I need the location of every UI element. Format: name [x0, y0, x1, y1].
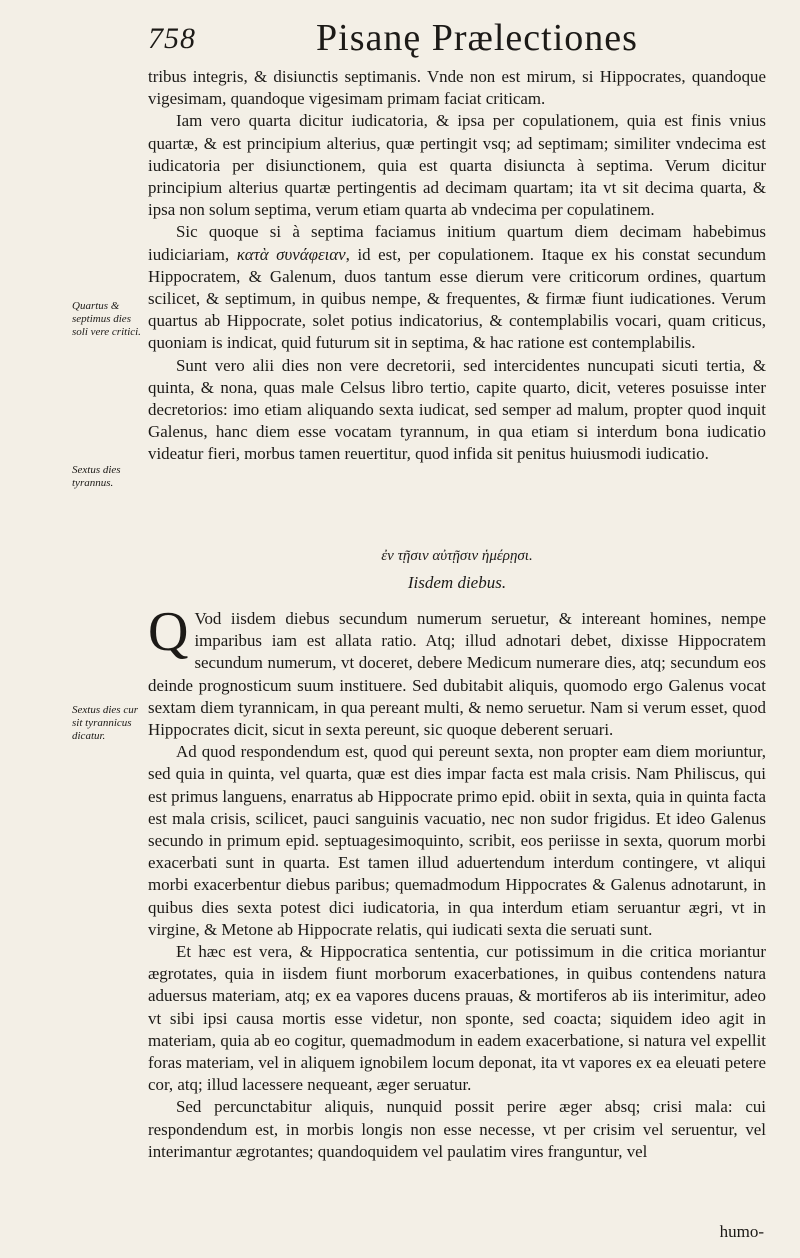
running-title: Pisanę Prælectiones: [316, 17, 638, 59]
paragraph: Sed percunctabitur aliquis, nunquid possit perire æger absq; crisi mala: cui respondendum est, in morbis longis non esse necesse, vt per crisim vel seruentur, vel interimantur ægrotantes; quandoquidem vel paulatim vires franguntur, vel: [148, 1097, 766, 1161]
margin-note: Sextus dies cur sit tyrannicus dicatur.: [72, 704, 138, 742]
paragraph: tribus integris, & disiunctis septimanis. Vnde non est mirum, si Hippocrates, quandoque vigesimam, quandoque vigesimam primam faciat criticam.: [148, 67, 766, 109]
paragraph-with-greek: [148, 221, 766, 354]
paragraph-with-dropcap: [148, 601, 766, 741]
paragraph-text: Sic quoque si à septima faciamus initium quartum diem decimam habebimus iudiciariam,: [148, 222, 766, 264]
paragraph: Et hæc est vera, & Hippocratica sententia, cur potissimum in die critica moriantur ægrotates, quia in iisdem fiunt morborum exacerbationes, in quibus contendens natura aduersus materiam, atq; ex ea vapores ducens prauas, & mortiferos ab iis interimitur, adeo vt sibi ipsi causa mortis esse videtur, non sponte, sed coacta; siquidem ideo agit in materiam, quia ab eo cogitur, quemadmodum in eadem exacerbatione, si natura vel expellit foras materiam, vel in aliquem ignobilem locum deponat, ita vt vapores ex ea eleuati petere cor, atq; illud lacessere nequeant, æger seruatur.: [148, 942, 766, 1095]
margin-note: Sextus dies tyrannus.: [72, 464, 121, 489]
text-section-2: [148, 601, 766, 1163]
paragraph-text: Vod iisdem diebus secundum numerum seruetur, & intereant homines, nempe imparibus iam est allata ratio. Atq; illud adnotari debet, dixisse Hippocratem secundum numerum, vt doceret, debere Medicum numerare dies, atq; secundum eos deinde prognosticum suum instituere. Sed dubitabit aliquis, quomodo ergo Galenus vocat sextam diem tyrannicam, in qua pereant multi, & nemo seruetur. Nam si verum esset, quod Hippocrates dicit, sicut in sexta pereunt, sic quoque deberent seruari.: [148, 609, 766, 740]
page-header: [148, 14, 760, 70]
section-heading-latin: Iisdem diebus.: [407, 573, 507, 592]
margin-note: Quartus & septimus dies soli vere critici.: [72, 300, 141, 338]
section-heading-greek: ἐν τῇσιν αὐτῇσιν ἡμέρῃσι.: [381, 548, 533, 564]
page-number: 758: [148, 22, 196, 55]
drop-cap: Q: [148, 601, 189, 663]
paragraph: Sunt vero alii dies non vere decretorii, sed intercidentes nuncupati sicuti tertia, & quinta, & nona, quas male Celsus libro tertio, capite quarto, dicit, veteres posuisse inter decretorios: imo etiam aliquando sexta iudicat, sed semper ad malum, propter quod inquit Galenus, hanc diem esse vocatam tyrannum, in qua etiam si interdum bona iudicatio videatur fieri, morbus tamen reuertitur, quod infida sit penitus huiusmodi iudicatio.: [148, 355, 766, 464]
catchword: humo-: [719, 1222, 764, 1241]
greek-phrase: κατὰ συνάφειαν: [236, 244, 346, 264]
paragraph: Ad quod respondendum est, quod qui pereunt sexta, non propter eam diem moriuntur, sed quia in quinta, vel quarta, quæ est dies impar facta est mala crisis. Nam Philiscus, qui est primus languens, enarratus ab Hippocrate primo epid. obiit in sexta, quia in quinta facta est mala crisis, scilicet, pauci sanguinis vacuatio, nec non sudor frigidus. Et ideo Galenus secundo in primum epid. septuagesimoquinto, scribit, eos periisse in sexta, quorum morbi exacerbati sunt in quarta. Est tamen illud aduertendum interdum contingere, vt aliqui morbi exacerbentur diebus paribus; quemadmodum Hippocrates & Galenus adnotarunt, in quibus dies sexta potest dici iudicatoria, in qua interdum etiam seruantur ægri, vt in virgine, & Metone ab Hippocrate relatis, qui iudicati sexta die seruati sunt.: [148, 742, 766, 939]
text-section-1: [148, 66, 766, 466]
paragraph: Iam vero quarta dicitur iudicatoria, & ipsa per copulationem, quia est finis vnius quartæ, & est principium alterius, quæ pertingit vsq; ad septimam; similiter vndecima est iudicatoria per disiunctionem, quia est quarta disiuncta à septima. Verum dicitur principium alterius quartæ pertingentis ad decimam quartam; ita vt sit decima quarta, & ipsa non solum septima, verum etiam quarta ab vndecima per copulatinem.: [148, 111, 766, 220]
paragraph-text: , id est, per copulationem. Itaque ex his constat secundum Hippocratem, & Galenum, duos tantum esse dierum vere criticorum ordines, quartum scilicet, & septimum, in quibus nempe, & frequentes, & firmæ fiunt iudicationes. Verum quartus ab Hippocrate, solet potius indicatorius, & contemplabilis vocari, quam criticus, quoniam is indicat, quid futurum sit in septima, & hac ratione est contemplabilis.: [148, 244, 766, 353]
